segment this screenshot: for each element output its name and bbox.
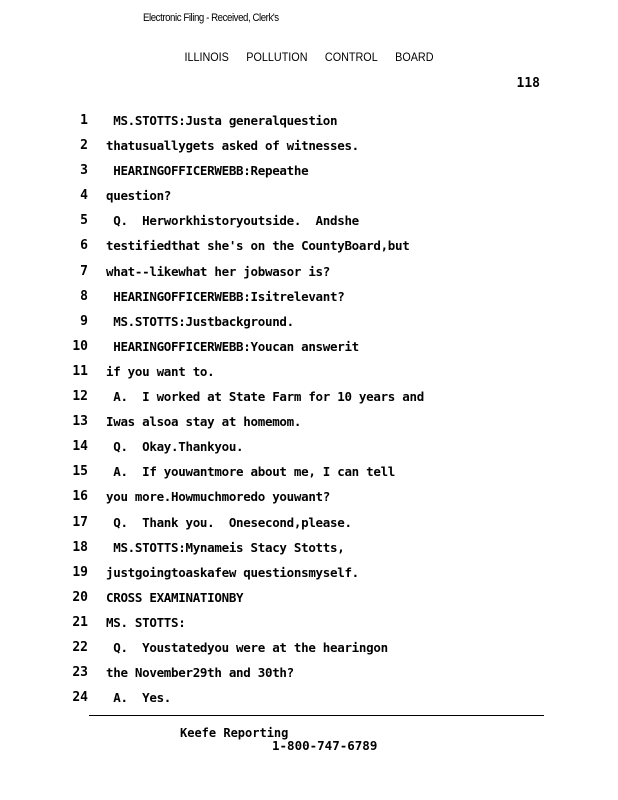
- line-number: 2: [80, 138, 88, 154]
- transcript-line: [0, 414, 618, 439]
- transcript-line: [0, 314, 618, 339]
- line-text: Q. Thank you. Onesecond,please.: [106, 514, 352, 530]
- line-text: question?: [106, 188, 172, 204]
- transcript-line: [0, 690, 618, 715]
- line-number: 18: [72, 539, 88, 555]
- transcript-line: [0, 439, 618, 464]
- line-text: if you want to.: [106, 363, 215, 379]
- transcript-line: [0, 188, 618, 213]
- line-number: 10: [72, 338, 88, 354]
- line-text: what--likewhat her jobwasor is?: [106, 263, 330, 279]
- line-number: 13: [72, 414, 88, 430]
- line-number: 9: [80, 313, 88, 329]
- reporter-name: Keefe Reporting: [180, 726, 289, 740]
- line-text: MS.STOTTS:Mynameis Stacy Stotts,: [106, 539, 345, 555]
- line-text: HEARINGOFFICERWEBB:Isitrelevant?: [106, 288, 345, 304]
- transcript-line: [0, 565, 618, 590]
- transcript-line: [0, 464, 618, 489]
- line-number: 1: [80, 113, 88, 128]
- transcript-lines: [0, 113, 618, 715]
- header-word: ILLINOIS: [184, 50, 229, 64]
- line-text: HEARINGOFFICERWEBB:Youcan answerit: [106, 338, 359, 354]
- header-word: CONTROL: [324, 50, 378, 64]
- transcript-line: [0, 540, 618, 565]
- filing-stamp: Electronic Filing - Received, Clerk's: [143, 12, 279, 24]
- line-text: thatusuallygets asked of witnesses.: [106, 138, 359, 154]
- line-number: 3: [80, 163, 88, 179]
- line-text: you more.Howmuchmoredo youwant?: [106, 489, 330, 505]
- transcript-line: [0, 489, 618, 514]
- reporter-phone: 1-800-747-6789: [272, 738, 378, 753]
- transcript-line: [0, 138, 618, 163]
- line-number: 14: [72, 439, 88, 455]
- line-number: 21: [72, 614, 88, 630]
- transcript-line: [0, 339, 618, 364]
- transcript-line: [0, 615, 618, 640]
- transcript-header: [31, 50, 587, 64]
- line-text: Q. Okay.Thankyou.: [106, 439, 244, 455]
- line-text: A. Yes.: [106, 690, 172, 706]
- transcript-line: [0, 590, 618, 615]
- page-number: 118: [516, 76, 540, 91]
- transcript-line: [0, 364, 618, 389]
- header-word: POLLUTION: [246, 50, 308, 64]
- transcript-line: [0, 238, 618, 263]
- transcript-line: [0, 213, 618, 238]
- line-text: justgoingtoaskafew questionsmyself.: [106, 564, 359, 580]
- line-number: 22: [72, 639, 88, 655]
- line-text: A. If youwantmore about me, I can tell: [106, 464, 396, 480]
- line-number: 7: [80, 263, 88, 279]
- transcript-line: [0, 640, 618, 665]
- line-number: 15: [72, 464, 88, 480]
- line-text: Q. Herworkhistoryoutside. Andshe: [106, 213, 359, 229]
- transcript-line: [0, 515, 618, 540]
- transcript-line: [0, 264, 618, 289]
- line-text: MS.STOTTS:Justa generalquestion: [106, 113, 338, 128]
- transcript-line: [0, 389, 618, 414]
- line-text: Iwas alsoa stay at homemom.: [106, 414, 302, 430]
- line-number: 5: [80, 213, 88, 229]
- line-number: 17: [72, 514, 88, 530]
- line-text: testifiedthat she's on the CountyBoard,but: [106, 238, 410, 254]
- line-text: the November29th and 30th?: [106, 665, 294, 681]
- transcript-line: [0, 665, 618, 690]
- line-number: 12: [72, 389, 88, 405]
- line-text: MS.STOTTS:Justbackground.: [106, 313, 294, 329]
- line-text: MS. STOTTS:: [106, 614, 186, 630]
- line-number: 4: [80, 188, 88, 204]
- line-text: A. I worked at State Farm for 10 years and: [106, 389, 424, 405]
- line-number: 24: [72, 690, 88, 706]
- header-word: BOARD: [395, 50, 434, 64]
- line-number: 8: [80, 288, 88, 304]
- line-number: 16: [72, 489, 88, 505]
- line-number: 19: [72, 564, 88, 580]
- line-text: CROSS EXAMINATIONBY: [106, 589, 244, 605]
- line-number: 23: [72, 665, 88, 681]
- line-text: Q. Youstatedyou were at the hearingon: [106, 639, 388, 655]
- transcript-line: [0, 113, 618, 138]
- transcript-line: [0, 289, 618, 314]
- footer-rule: [89, 715, 544, 716]
- line-number: 6: [80, 238, 88, 254]
- line-number: 20: [72, 589, 88, 605]
- line-text: HEARINGOFFICERWEBB:Repeathe: [106, 163, 309, 179]
- line-number: 11: [72, 363, 88, 379]
- transcript-line: [0, 163, 618, 188]
